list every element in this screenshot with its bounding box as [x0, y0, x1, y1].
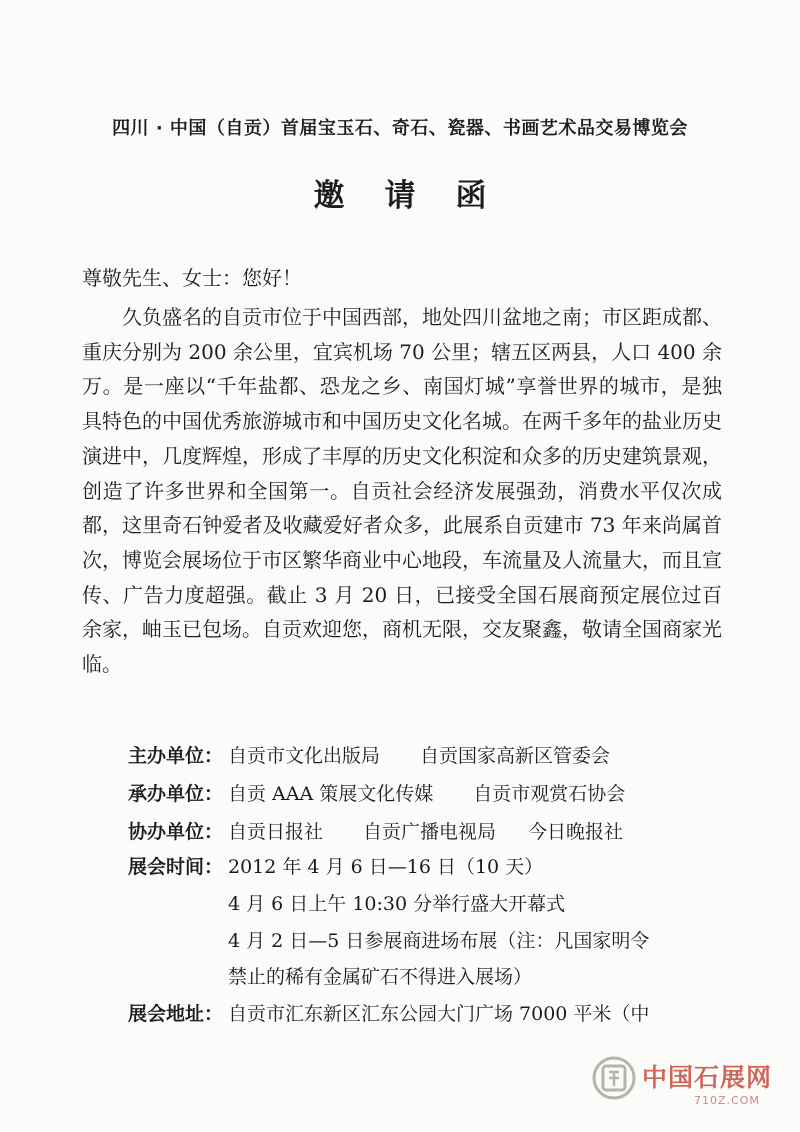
invitation-title: 邀请函: [313, 178, 527, 214]
greeting: 尊敬先生、女士：您好！: [82, 266, 302, 290]
watermark-domain: 710Z.COM: [694, 1094, 760, 1107]
host-label: 主办单位：: [128, 745, 224, 767]
watermark-name: 中国石展网: [642, 1063, 773, 1092]
undertaker-value: 自贡市观赏石协会: [473, 783, 626, 805]
co-organizer-label: 协办单位：: [128, 821, 224, 843]
time-row: [128, 852, 543, 879]
time-value: 2012 年 4 月 6 日—16 日（10 天）: [228, 856, 544, 878]
opening-line: 4 月 6 日上午 10:30 分举行盛大开幕式: [228, 893, 566, 915]
co-organizer-value: 自贡广播电视局: [363, 821, 497, 843]
venue-label: 展会地址：: [128, 1003, 224, 1025]
host-row: [128, 741, 610, 768]
setup-line: 4 月 2 日—5 日参展商进场布展（注：凡国家明令: [228, 930, 650, 952]
co-organizer-value: 自贡日报社: [228, 821, 324, 843]
undertaker-label: 承办单位：: [128, 783, 224, 805]
stone-seal-icon: [590, 1054, 638, 1102]
event-heading: 四川 · 中国（自贡）首届宝玉石、奇石、瓷器、书画艺术品交易博览会: [112, 118, 688, 139]
co-organizer-row: [128, 817, 623, 844]
setup-line: 禁止的稀有金属矿石不得进入展场）: [228, 966, 533, 988]
host-value: 自贡市文化出版局: [228, 745, 381, 767]
site-watermark: [586, 1054, 786, 1114]
venue-value: 自贡市汇东新区汇东公园大门广场 7000 平米（中: [228, 1003, 650, 1025]
co-organizer-value: 今日晚报社: [528, 821, 624, 843]
invitation-body: 久负盛名的自贡市位于中国西部，地处四川盆地之南；市区距成都、重庆分别为 200 余公里，宜宾机场 70 公里；辖五区两县，人口 400 余万。是一座以“千年盐都、恐龙之乡、南国灯城”享誉世界的城市，是独具特色的中国优秀旅游城市和中国历史文化名城。在两千多年的盐业历史演进中，几度辉煌，形成了丰厚的历史文化积淀和众多的历史建筑景观，创造了许多世界和全国第一。自贡社会经济发展强劲，消费水平仅次成都，这里奇石钟爱者及收藏爱好者众多，此展系自贡建市 73 年来尚属首次，博览会展场位于市区繁华商业中心地段，车流量及人流量大，而且宣传、广告力度超强。截止 3 月 20 日，已接受全国石展商预定展位过百余家，岫玉已包场。自贡欢迎您，商机无限，交友聚鑫，敬请全国商家光临。: [82, 305, 722, 677]
undertaker-value: 自贡 AAA 策展文化传媒: [228, 783, 434, 805]
venue-row: [128, 999, 649, 1026]
undertaker-row: [128, 779, 625, 806]
time-label: 展会时间：: [128, 856, 224, 878]
host-value: 自贡国家高新区管委会: [420, 745, 611, 767]
